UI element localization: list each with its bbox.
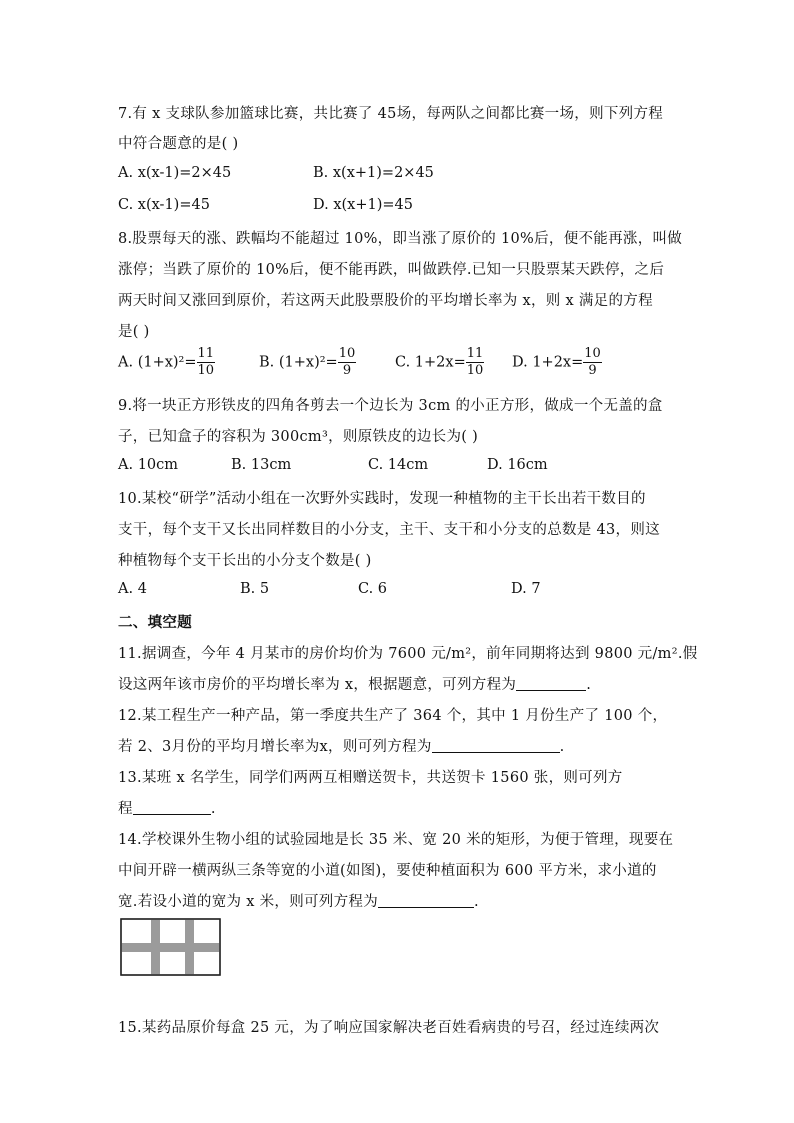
q8-option-b-prefix: B. (1+x)²= <box>259 354 338 371</box>
q13-stem-text: 程 <box>118 801 133 817</box>
q11-stem-end: . <box>586 677 592 693</box>
q8-option-a <box>118 346 215 379</box>
q9-stem-line1: 9.将一块正方形铁皮的四角各剪去一个边长为 3cm 的小正方形，做成一个无盖的盒 <box>118 398 663 414</box>
q10-option-b: B. 5 <box>240 581 270 597</box>
q8-stem-line1: 8.股票每天的涨、跌幅均不能超过 10%，即当涨了原价的 10%后，便不能再涨，叫做 <box>118 231 683 247</box>
q14-stem-line2: 中间开辟一横两纵三条等宽的小道(如图)，要使种植面积为 600 平方米，求小道的 <box>118 863 657 879</box>
q8-option-b <box>259 346 356 379</box>
q7-stem-line1: 7.有 x 支球队参加篮球比赛，共比赛了 45场，每两队之间都比赛一场，则下列方程 <box>118 106 664 122</box>
q7-option-c: C. x(x-1)=45 <box>118 197 210 213</box>
denominator: 9 <box>588 363 597 378</box>
denominator: 9 <box>342 363 352 378</box>
fraction <box>197 346 216 379</box>
q7-option-a: A. x(x-1)=2×45 <box>118 165 232 181</box>
q8-stem-line2: 涨停；当跌了原价的 10%后，便不能再跌，叫做跌停.已知一只股票某天跌停，之后 <box>118 262 665 278</box>
q8-stem-line3: 两天时间又涨回到原价，若这两天此股票股价的平均增长率为 x，则 x 满足的方程 <box>118 293 653 309</box>
q15-stem-line1: 15.某药品原价每盒 25 元，为了响应国家解决老百姓看病贵的号召，经过连续两次 <box>118 1020 660 1036</box>
q9-option-c: C. 14cm <box>368 457 429 473</box>
q12-stem-text: 若 2、3月份的平均月增长率为x，则可列方程为 <box>118 739 432 755</box>
fraction <box>338 346 357 379</box>
q14-stem-end: . <box>474 894 479 910</box>
q11-stem-line1: 11.据调查，今年 4 月某市的房价均价为 7600 元/m²，前年同期将达到 9800 元/m².假 <box>118 646 698 662</box>
q10-option-a: A. 4 <box>118 581 147 597</box>
fraction <box>466 346 485 379</box>
vertical-path-left <box>151 919 160 975</box>
q14-stem-text: 宽.若设小道的宽为 x 米，则可列方程为 <box>118 894 379 910</box>
q14-stem-line1: 14.学校课外生物小组的试验园地是长 35 米、宽 20 米的矩形，为便于管理，现要在 <box>118 832 674 848</box>
q10-stem-line1: 10.某校“研学”活动小组在一次野外实践时，发现一种植物的主干长出若干数目的 <box>118 491 646 507</box>
numerator: 11 <box>466 346 484 361</box>
q7-option-d: D. x(x+1)=45 <box>313 197 413 213</box>
q13-stem-line1: 13.某班 x 名学生，同学们两两互相赠送贺卡，共送贺卡 1560 张，则可列方 <box>118 770 623 786</box>
q13-stem-line2 <box>118 797 216 818</box>
vertical-path-right <box>185 919 194 975</box>
answer-blank[interactable] <box>432 738 560 753</box>
q12-stem-end: . <box>559 739 565 755</box>
horizontal-path <box>121 943 220 952</box>
q9-option-b: B. 13cm <box>231 457 292 473</box>
q8-option-c-prefix: C. 1+2x= <box>395 354 466 371</box>
numerator: 11 <box>197 346 215 361</box>
q8-option-d <box>512 346 602 379</box>
q13-stem-end: . <box>210 801 216 817</box>
q12-stem-line1: 12.某工程生产一种产品，第一季度共生产了 364 个，其中 1 月份生产了 100 个， <box>118 708 668 724</box>
q11-stem-line2 <box>118 673 591 694</box>
denominator: 10 <box>197 363 215 378</box>
numerator: 10 <box>584 346 601 361</box>
q8-option-a-prefix: A. (1+x)²= <box>118 354 197 371</box>
fraction <box>583 346 602 379</box>
numerator: 10 <box>338 346 356 361</box>
q10-stem-line3: 种植物每个支干长出的小分支个数是( ) <box>118 553 372 569</box>
q10-stem-line2: 支干，每个支干又长出同样数目的小分支，主干、支干和小分支的总数是 43，则这 <box>118 522 660 538</box>
answer-blank[interactable] <box>133 800 211 815</box>
q10-option-c: C. 6 <box>358 581 388 597</box>
section-heading: 二、填空题 <box>118 615 192 631</box>
q11-stem-text: 设这两年该市房价的平均增长率为 x，根据题意，可列方程为 <box>118 677 517 693</box>
answer-blank[interactable] <box>378 893 474 908</box>
q7-option-b: B. x(x+1)=2×45 <box>313 165 434 181</box>
garden-plot-figure <box>120 918 222 978</box>
answer-blank[interactable] <box>516 676 586 691</box>
denominator: 10 <box>466 363 484 378</box>
q14-stem-line3 <box>118 890 479 911</box>
q12-stem-line2 <box>118 735 565 756</box>
q8-option-d-prefix: D. 1+2x= <box>512 354 584 371</box>
q8-stem-line4: 是( ) <box>118 324 150 340</box>
q8-option-c <box>395 346 484 379</box>
q9-option-a: A. 10cm <box>118 457 179 473</box>
q9-stem-line2: 子，已知盒子的容积为 300cm³，则原铁皮的边长为( ) <box>118 429 479 445</box>
q9-option-d: D. 16cm <box>487 457 548 473</box>
q10-option-d: D. 7 <box>511 581 541 597</box>
q7-stem-line2: 中符合题意的是( ) <box>118 136 239 152</box>
